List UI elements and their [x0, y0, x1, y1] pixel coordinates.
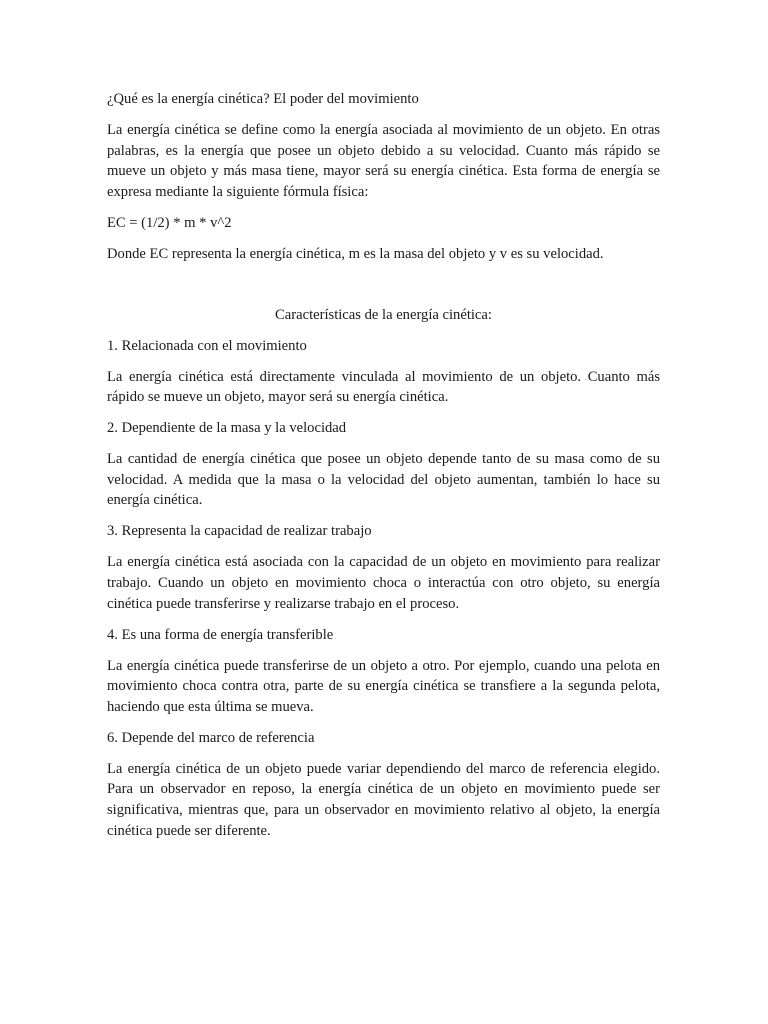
item-heading-3: 3. Representa la capacidad de realizar trabajo [107, 523, 372, 540]
item-text-3: La energía cinética está asociada con la capacidad de un objeto en movimiento para realizar trabajo. Cuando un objeto en movimiento choca o interactúa con otro objeto, su energía cinética puede transferirse y realizarse trabajo en el proceso. [107, 554, 660, 612]
blank-space [107, 275, 660, 305]
item-text-6: La energía cinética de un objeto puede variar dependiendo del marco de referencia elegido. Para un observador en reposo, la energía cinética de un objeto en movimiento puede ser significativa, mientras que, para un observador en movimiento relativo al objeto, la energía cinética puede ser diferente. [107, 760, 660, 839]
formula-explanation: Donde EC representa la energía cinética, m es la masa del objeto y v es su velocidad. [107, 245, 604, 262]
item-text-1: La energía cinética está directamente vinculada al movimiento de un objeto. Cuanto más rápido se mueve un objeto, mayor será su energía cinética. [107, 368, 660, 406]
item-heading-1: 1. Relacionada con el movimiento [107, 337, 307, 354]
item-heading-2: 2. Dependiente de la masa y la velocidad [107, 420, 347, 437]
item-heading-4: 4. Es una forma de energía transferible [107, 626, 334, 643]
section-heading: Características de la energía cinética: [275, 306, 492, 323]
document-page [107, 89, 660, 851]
formula: EC = (1/2) * m * v^2 [107, 214, 232, 231]
item-heading-6: 6. Depende del marco de referencia [107, 729, 315, 746]
intro-paragraph: La energía cinética se define como la energía asociada al movimiento de un objeto. En otras palabras, es la energía que posee un objeto debido a su velocidad. Cuanto más rápido se mueve un objeto y más masa tiene, mayor será su energía cinética. Esta forma de energía se expresa mediante la siguiente fórmula física: [107, 121, 660, 200]
item-text-4: La energía cinética puede transferirse de un objeto a otro. Por ejemplo, cuando una pelota en movimiento choca contra otra, parte de su energía cinética se transfiere a la segunda pelota, haciendo que esta última se mueva. [107, 657, 660, 715]
item-text-2: La cantidad de energía cinética que posee un objeto depende tanto de su masa como de su velocidad. A medida que la masa o la velocidad del objeto aumentan, también lo hace su energía cinética. [107, 451, 660, 509]
document-title: ¿Qué es la energía cinética? El poder del movimiento [107, 91, 419, 107]
